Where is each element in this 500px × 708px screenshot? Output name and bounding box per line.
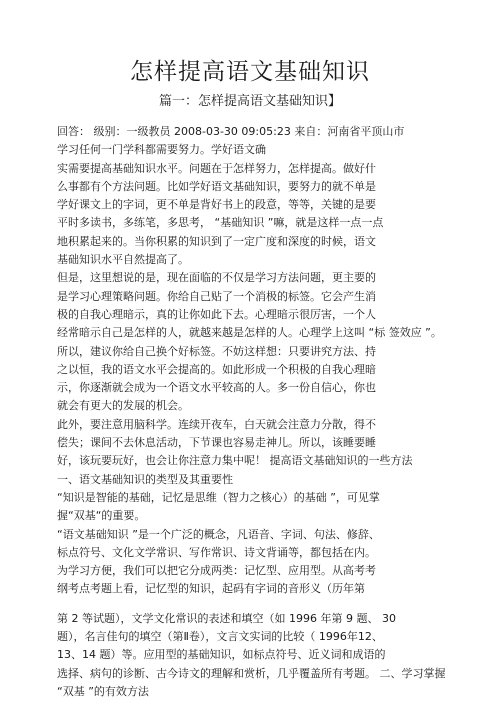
document-body [57, 123, 457, 701]
text-line: 此外，要注意用脑科学。连续开夜车，白天就会注意力分散，得不 [57, 417, 376, 431]
text-line: 示，你逐渐就会成为一个语文水平较高的人。多一份自信心，你也 [57, 381, 376, 395]
text-line: 为学习方便，我们可以把它分成两类：记忆型、应用型。从高考考 [57, 564, 376, 578]
text-line: 就会有更大的发展的机会。 [57, 399, 189, 413]
document-subtitle: 篇一：怎样提高语文基础知识】 [158, 94, 341, 109]
text-line: 么事都有个方法问题。比如学好语文基础知识，要努力的就不单是 [57, 179, 376, 193]
text-line: 学习任何一门学科都需要努力。学好语文确 [57, 143, 266, 157]
body-block-a [57, 123, 457, 599]
block-gap [57, 599, 457, 610]
text-line: 所以，建议你给自己换个好标签。不妨这样想：只要讲究方法、持 [57, 344, 376, 358]
text-line: 实需要提高基础知识水平。问题在于怎样努力，怎样提高。做好什 [57, 161, 376, 175]
text-line: 13、14 题）等。应用型的基础知识，如标点符号、近义词和成语的 [57, 648, 386, 662]
text-line: “语文基础知识 ”是一个广泛的概念，凡语音、字词、句法、修辞、 [57, 527, 380, 541]
text-line: 基础知识水平自然提高了。 [57, 253, 189, 267]
body-block-b [57, 610, 457, 701]
text-line: 标点符号、文化文学常识、写作常识、诗文背诵等，都包括在内。 [57, 545, 376, 559]
text-line: “双基 ”的有效方法 [57, 684, 149, 698]
text-line: 回答： 级别：一级教员 2008-03-30 09:05:23 来自：河南省平顶山市 [57, 125, 405, 138]
text-line: 但是，这里想说的是，现在面临的不仅是学习方法问题，更主要的 [57, 271, 376, 285]
text-line: 偿失；课间不去休息活动，下节课也容易走神儿。所以，该睡要睡 [57, 436, 376, 450]
text-line: 纲考点考题上看，记忆型的知识，起码有字词的音形义（历年第 [57, 582, 365, 596]
text-line: 握“双基“的重要。 [57, 509, 146, 523]
text-line: 地积累起来的。当你积累的知识到了一定广度和深度的时候，语文 [57, 234, 376, 248]
text-line: 是学习心理策略问题。你给自己贴了一个消极的标签。它会产生消 [57, 289, 376, 303]
text-line: “知识是智能的基础，记忆是思维（智力之核心）的基础 ”，可见掌 [57, 490, 380, 504]
text-line: 题），名言佳句的填空（第Ⅱ卷），文言文实词的比较（ 1996年12、 [57, 630, 383, 644]
text-line: 一、语文基础知识的类型及其重要性 [57, 472, 233, 486]
text-line: 选择、病句的诊断、古今诗文的理解和赏析，几乎覆盖所有考题。 二、学习掌握 [57, 666, 446, 680]
text-line: 好，该玩要玩好，也会让你注意力集中呢！ 提高语文基础知识的一些方法 [57, 454, 413, 468]
text-line: 平时多读书，多练笔，多思考， “基础知识 ”嘛，就是这样一点一点 [57, 216, 384, 230]
text-line: 极的自我心理暗示，真的让你如此下去。心理暗示很厉害，一个人 [57, 307, 376, 321]
text-line: 经常暗示自己是怎样的人，就越来越是怎样的人。心理学上这叫 “标 签效应 ”。 [57, 326, 442, 340]
text-line: 之以恒，我的语文水平会提高的。如此形成一个积极的自我心理暗 [57, 362, 376, 376]
document-title: 怎样提高语文基础知识 [130, 59, 370, 85]
text-line: 学好课文上的字词，更不单是背好书上的段意，等等，关键的是要 [57, 198, 376, 212]
text-line: 第 2 等试题），文学文化常识的表述和填空（如 1996 年第 9 题、 30 [57, 611, 396, 625]
